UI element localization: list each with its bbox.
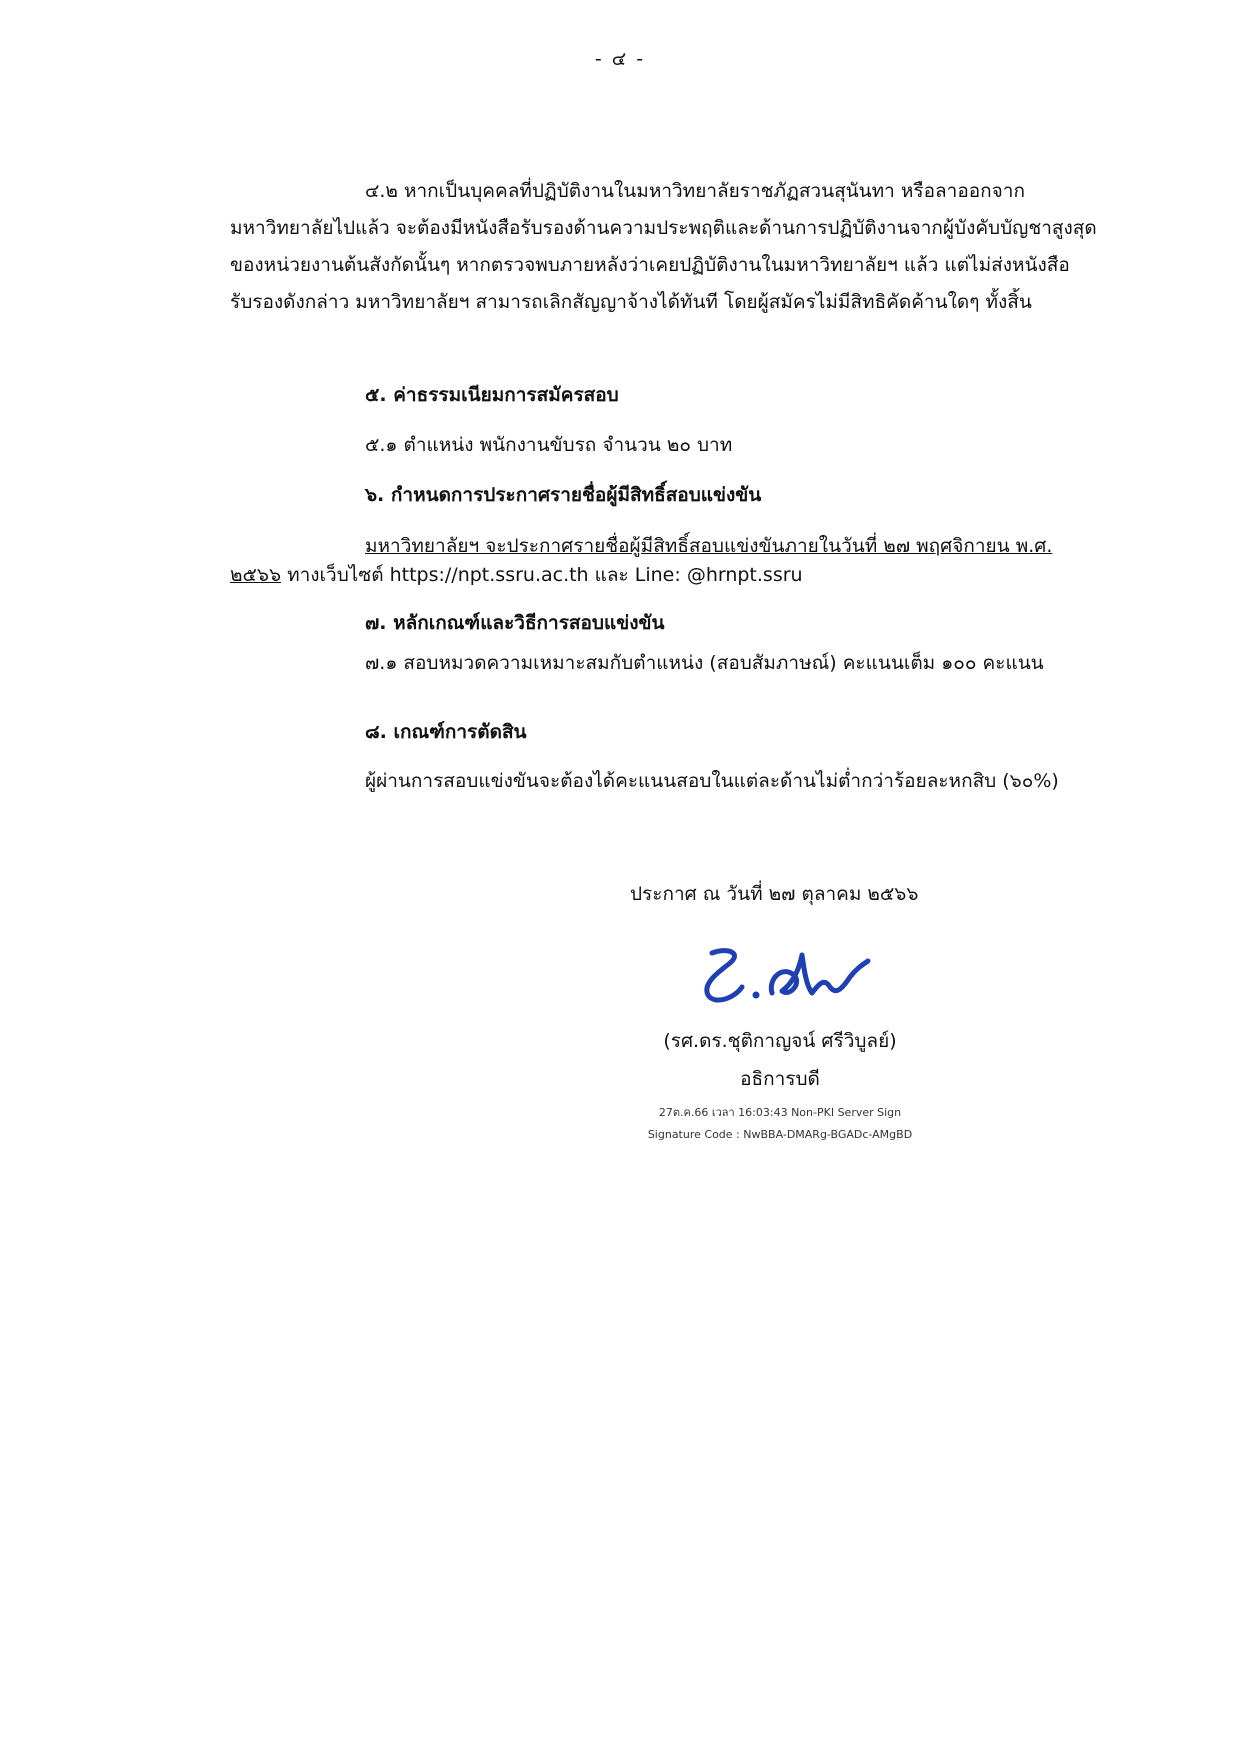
section-6-heading: ๖. กำหนดการประกาศรายชื่อผู้มีสิทธิ์สอบแข่งขัน	[365, 484, 762, 506]
paragraph-line: รับรองดังกล่าว มหาวิทยาลัยฯ สามารถเลิกสัญญาจ้างได้ทันที โดยผู้สมัครไม่มีสิทธิคัดค้านใดๆ ทั้งสิ้น	[230, 291, 1032, 313]
section-6-line-2	[230, 560, 803, 590]
paragraph-line: ๔.๒ หากเป็นบุคคลที่ปฏิบัติงานในมหาวิทยาลัยราชภัฏสวนสุนันทา หรือลาออกจาก	[365, 180, 1025, 202]
paragraph-line: ของหน่วยงานต้นสังกัดนั้นๆ หากตรวจพบภายหลังว่าเคยปฏิบัติงานในมหาวิทยาลัยฯ แล้ว แต่ไม่ส่งหนังสือ	[230, 254, 1070, 276]
sign-timestamp: 27ต.ค.66 เวลา 16:03:43 Non-PKI Server Sign	[658, 1106, 902, 1119]
handwritten-signature	[690, 935, 880, 1015]
signer-name: (รศ.ดร.ชุติกาญจน์ ศรีวิบูลย์)	[663, 1030, 897, 1052]
section-5-heading: ๕. ค่าธรรมเนียมการสมัครสอบ	[365, 384, 619, 406]
section-7-heading: ๗. หลักเกณฑ์และวิธีการสอบแข่งขัน	[365, 612, 665, 634]
page-number: - ๔ -	[594, 48, 646, 70]
section-8-heading: ๘. เกณฑ์การตัดสิน	[365, 721, 527, 743]
website-info: ทางเว็บไซต์ https://npt.ssru.ac.th และ Line: @hrnpt.ssru	[281, 564, 803, 586]
underlined-year: ๒๕๖๖	[230, 564, 282, 586]
signer-title: อธิการบดี	[740, 1068, 820, 1090]
announcement-date: ประกาศ ณ วันที่ ๒๗ ตุลาคม ๒๕๖๖	[630, 883, 919, 905]
paragraph-line: มหาวิทยาลัยไปแล้ว จะต้องมีหนังสือรับรองด้านความประพฤติและด้านการปฏิบัติงานจากผู้บังคับบัญชาสูงสุด	[230, 217, 1097, 239]
section-4-2-paragraph	[230, 173, 1097, 321]
section-5-item-1: ๕.๑ ตำแหน่ง พนักงานขับรถ จำนวน ๒๐ บาท	[365, 434, 733, 456]
section-7-item-1: ๗.๑ สอบหมวดความเหมาะสมกับตำแหน่ง (สอบสัมภาษณ์) คะแนนเต็ม ๑๐๐ คะแนน	[365, 652, 1044, 674]
signature-code: Signature Code : NwBBA-DMARg-BGADc-AMgBD	[647, 1128, 913, 1141]
section-8-text: ผู้ผ่านการสอบแข่งขันจะต้องได้คะแนนสอบในแต่ละด้านไม่ต่ำกว่าร้อยละหกสิบ (๖๐%)	[365, 770, 1059, 792]
section-6-line-1: มหาวิทยาลัยฯ จะประกาศรายชื่อผู้มีสิทธิ์สอบแข่งขันภายในวันที่ ๒๗ พฤศจิกายน พ.ศ.	[365, 535, 1053, 557]
